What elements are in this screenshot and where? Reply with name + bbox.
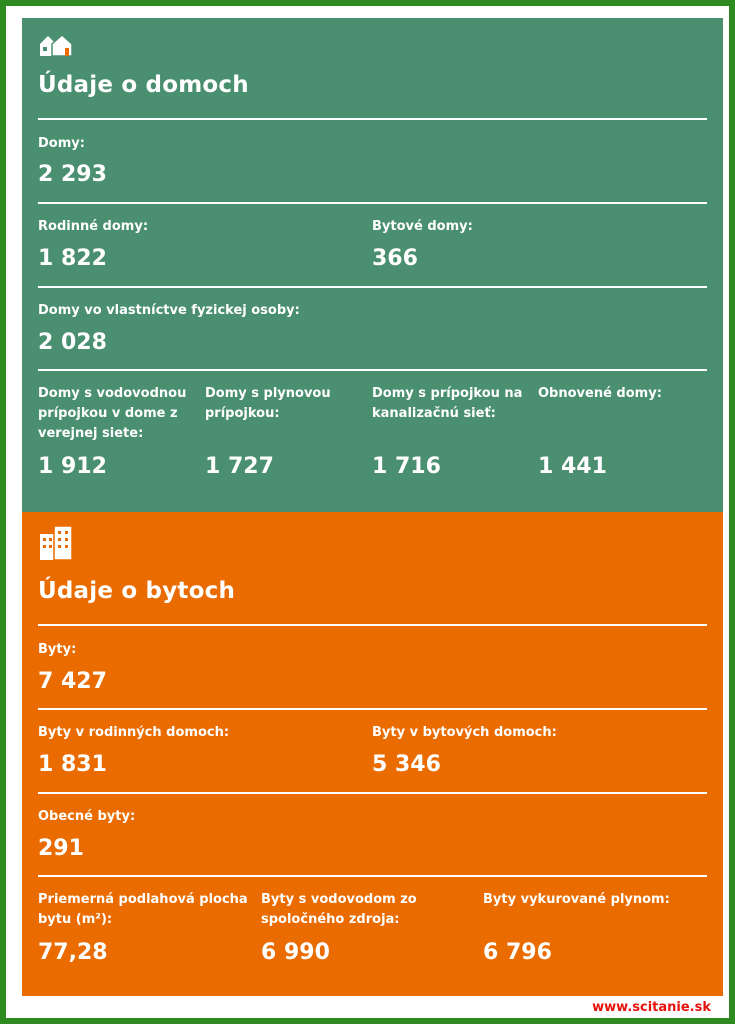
houses-total-label: Domy:: [38, 136, 85, 151]
website-link[interactable]: www.scitanie.sk: [592, 1000, 711, 1015]
apartment-buildings-icon: [38, 524, 76, 562]
flats-in-family-houses-value: 1 831: [38, 752, 107, 777]
divider: [38, 202, 707, 204]
municipal-flats-value: 291: [38, 836, 84, 861]
water-connection-label: Domy s vodovodnou prípojkou v dome z verejnej siete:: [38, 386, 187, 441]
apartment-buildings-value: 366: [372, 246, 418, 271]
divider: [38, 792, 707, 794]
sewer-connection-label: Domy s prípojkou na kanalizačnú sieť:: [372, 386, 523, 421]
water-connection-value: 1 912: [38, 454, 107, 479]
family-houses-value: 1 822: [38, 246, 107, 271]
divider: [38, 708, 707, 710]
private-owned-label: Domy vo vlastníctve fyzickej osoby:: [38, 303, 300, 318]
flats-total-value: 7 427: [38, 669, 107, 694]
houses-total-value: 2 293: [38, 162, 107, 187]
avg-floor-area-value: 77,28: [38, 940, 108, 965]
gas-connection-value: 1 727: [205, 454, 274, 479]
water-supply-value: 6 990: [261, 940, 330, 965]
gas-connection-label: Domy s plynovou prípojkou:: [205, 386, 331, 421]
houses-title: Údaje o domoch: [38, 72, 249, 98]
houses-panel: [22, 18, 723, 512]
flats-total-label: Byty:: [38, 642, 77, 657]
flats-in-apartment-buildings-value: 5 346: [372, 752, 441, 777]
divider: [38, 286, 707, 288]
water-supply-label: Byty s vodovodom zo spoločného zdroja:: [261, 892, 417, 927]
flats-in-apartment-buildings-label: Byty v bytových domoch:: [372, 725, 557, 740]
gas-heated-value: 6 796: [483, 940, 552, 965]
divider: [38, 624, 707, 626]
renovated-houses-label: Obnovené domy:: [538, 386, 662, 401]
apartment-buildings-label: Bytové domy:: [372, 219, 473, 234]
renovated-houses-value: 1 441: [538, 454, 607, 479]
private-owned-value: 2 028: [38, 330, 107, 355]
flats-title: Údaje o bytoch: [38, 578, 236, 604]
family-houses-label: Rodinné domy:: [38, 219, 149, 234]
gas-heated-label: Byty vykurované plynom:: [483, 892, 670, 907]
divider: [38, 369, 707, 371]
divider: [38, 118, 707, 120]
divider: [38, 875, 707, 877]
flats-in-family-houses-label: Byty v rodinných domoch:: [38, 725, 230, 740]
flats-panel: [22, 512, 723, 996]
avg-floor-area-label: Priemerná podlahová plocha bytu (m²):: [38, 892, 248, 927]
sewer-connection-value: 1 716: [372, 454, 441, 479]
municipal-flats-label: Obecné byty:: [38, 809, 136, 824]
houses-icon: [38, 30, 76, 60]
